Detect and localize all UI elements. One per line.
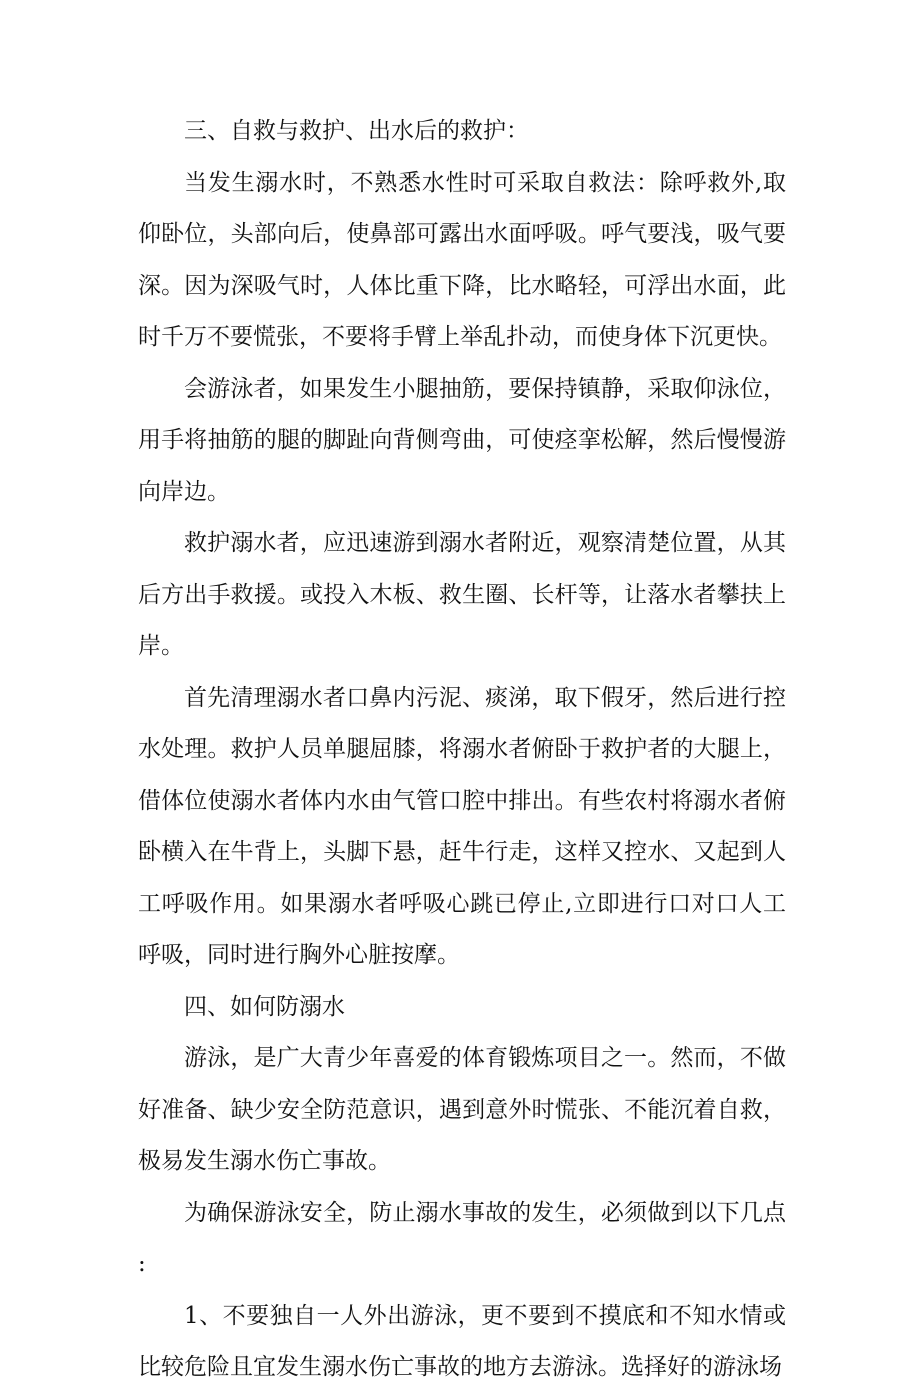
paragraph-self-rescue-method: 当发生溺水时，不熟悉水性时可采取自救法：除呼救外,取仰卧位，头部向后，使鼻部可露出水面呼吸。呼气要浅，吸气要深。因为深吸气时，人体比重下降，比水略轻，可浮出水面，此时千万不要慌张，不要将手臂上举乱扑动，而使身体下沉更快。 — [138, 169, 786, 350]
paragraph-rescuing-drowning-person: 救护溺水者，应迅速游到溺水者附近，观察清楚位置，从其后方出手救援。或投入木板、救生圈、长杆等，让落水者攀扶上岸。 — [138, 530, 786, 659]
paragraph-post-rescue-care: 首先清理溺水者口鼻内污泥、痰涕，取下假牙，然后进行控水处理。救护人员单腿屈膝，将溺水者俯卧于救护者的大腿上，借体位使溺水者体内水由气管口腔中排出。有些农村将溺水者俯卧横入在牛背上，头脚下悬，赶牛行走，这样又控水、又起到人工呼吸作用。如果溺水者呼吸心跳已停止,立即进行口对口人工呼吸，同时进行胸外心脏按摩。 — [138, 684, 786, 968]
paragraph-leg-cramp: 会游泳者，如果发生小腿抽筋，要保持镇静，采取仰泳位，用手将抽筋的腿的脚趾向背侧弯曲，可使痉挛松解，然后慢慢游向岸边。 — [138, 375, 786, 505]
section-heading-self-rescue: 三、自救与救护、出水后的救护： — [184, 118, 529, 144]
paragraph-safety-point-1: 1、不要独自一人外出游泳，更不要到不摸底和不知水情或比较危险且宜发生溺水伤亡事故的地方去游泳。选择好的游泳场 — [138, 1302, 786, 1380]
section-heading-prevention: 四、如何防溺水 — [184, 993, 345, 1020]
paragraph-safety-points-intro: 为确保游泳安全，防止溺水事故的发生，必须做到以下几点: — [138, 1199, 786, 1277]
document-body — [138, 106, 786, 1394]
paragraph-swimming-risk: 游泳，是广大青少年喜爱的体育锻炼项目之一。然而，不做好准备、缺少安全防范意识，遇到意外时慌张、不能沉着自救，极易发生溺水伤亡事故。 — [138, 1045, 786, 1174]
